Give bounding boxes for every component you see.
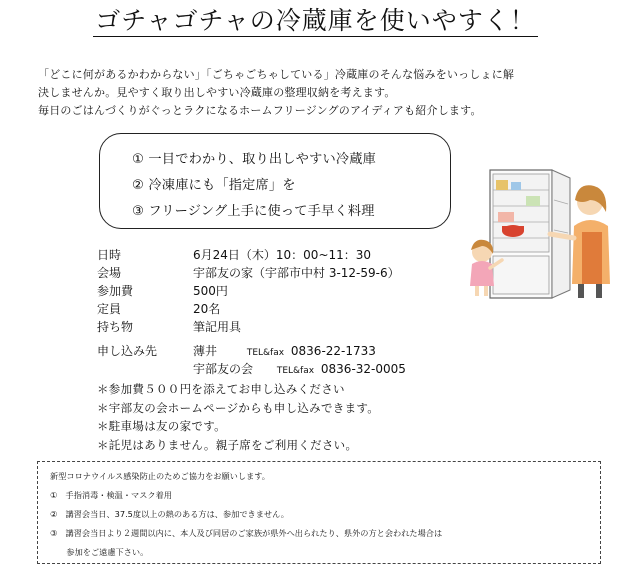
page-title: ゴチャゴチャの冷蔵庫を使いやすく！ <box>95 6 536 35</box>
intro-line: 毎日のごはんづくりがぐっとラクになるホームフリージングのアイディアも紹介します。 <box>38 104 482 117</box>
note-item: ＊宇部友の会ホームページからも申し込みできます。 <box>97 400 380 415</box>
covid-notice-item: 参加をご遠慮下さい。 <box>50 547 149 557</box>
contact-1-name: 薄井 <box>193 344 218 358</box>
fridge-family-illustration <box>470 160 620 310</box>
key-point: ③ フリージング上手に使って手早く料理 <box>132 204 375 219</box>
note-item: ＊参加費５００円を添えてお申し込みください <box>97 382 345 396</box>
venue-label: 会場 <box>97 266 122 280</box>
bring-value: 筆記用具 <box>193 320 242 334</box>
venue-value: 宇部友の家（宇部市中村 3-12-59-6） <box>193 266 400 280</box>
key-point: ② 冷凍庫にも「指定席」を <box>132 178 296 193</box>
contact-2-number: 0836-32-0005 <box>320 362 406 376</box>
notes-list <box>97 380 379 454</box>
capacity-value: 20名 <box>193 302 221 316</box>
contact-1-number: 0836-22-1733 <box>290 344 376 358</box>
intro-line: 「どこに何があるかわからない」「ごちゃごちゃしている」冷蔵庫のそんな悩みをいっしょに解 <box>38 68 515 81</box>
date-value: 6月24日（木）10：00~11：30 <box>193 248 372 262</box>
fee-label: 参加費 <box>97 284 134 298</box>
note-item: ＊駐車場は友の家です。 <box>97 419 226 433</box>
covid-notice-heading: 新型コロナウイルス感染防止のためご協力をお願いします。 <box>50 471 270 481</box>
covid-notice-item: ③ 講習会当日より２週間以内に、本人及び同居のご家族が県外へ出られたり、県外の方と会われた場合は <box>50 528 443 538</box>
apply-label: 申し込み先 <box>97 344 158 358</box>
covid-notice-item: ① 手指消毒・検温・マスク着用 <box>50 490 172 500</box>
contact-2 <box>193 360 406 380</box>
capacity-label: 定員 <box>97 302 122 316</box>
fee-value: 500円 <box>193 284 228 298</box>
covid-notice-box <box>37 461 601 564</box>
key-point: ① 一目でわかり、取り出しやすい冷蔵庫 <box>132 152 377 167</box>
note-item: ＊託児はありません。親子席をご利用ください。 <box>97 437 358 452</box>
contact-2-tel-label: TEL&fax <box>276 366 315 376</box>
bring-label: 持ち物 <box>97 320 134 334</box>
intro-line: 決しませんか。見やすく取り出しやすい冷蔵庫の整理収納を考えます。 <box>38 86 396 99</box>
key-points-box <box>99 133 451 229</box>
intro-text <box>38 66 613 120</box>
contact-1 <box>193 342 376 362</box>
date-label: 日時 <box>97 248 122 262</box>
contact-2-name: 宇部友の会 <box>193 362 254 376</box>
covid-notice-item: ② 講習会当日、37.5度以上の熱のある方は、参加できません。 <box>50 509 289 519</box>
contact-1-tel-label: TEL&fax <box>246 348 285 358</box>
